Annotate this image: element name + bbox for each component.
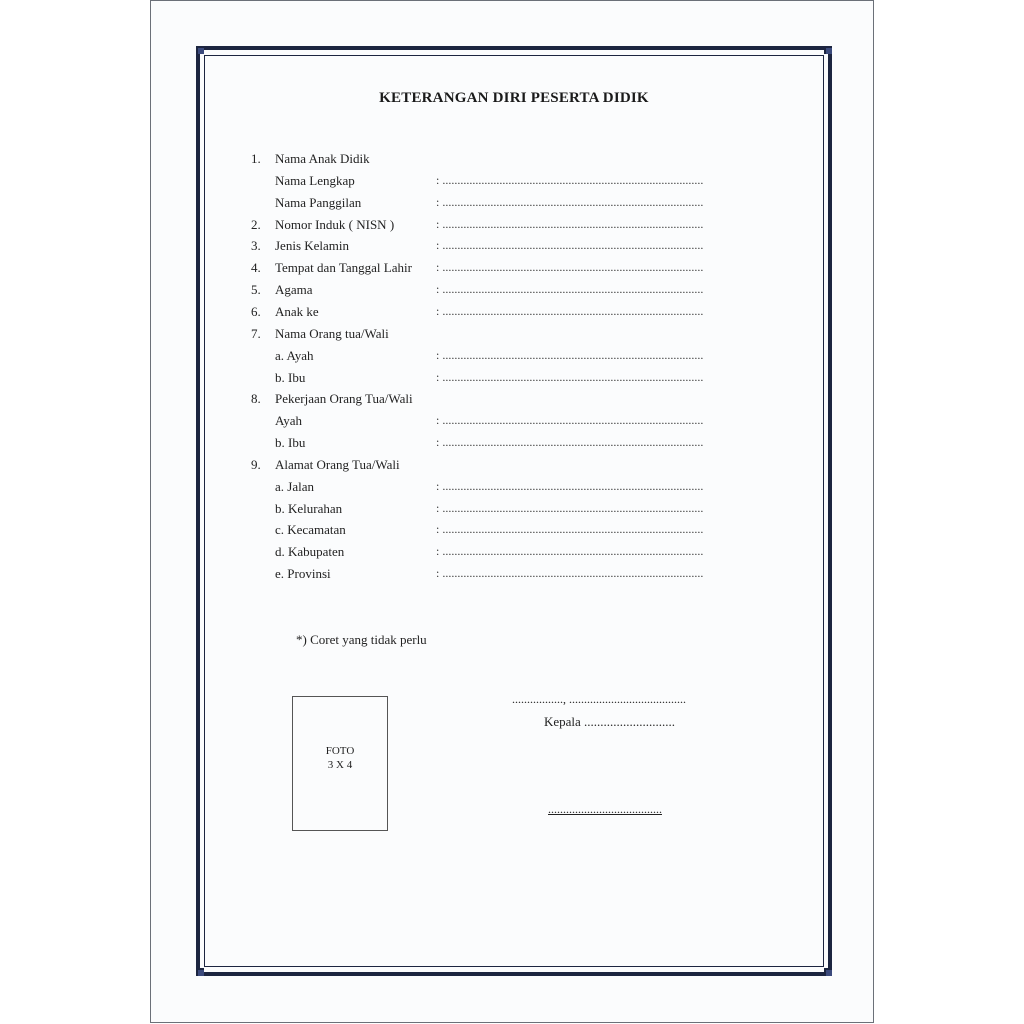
row-number: 9. bbox=[251, 456, 261, 472]
field-label: a. Jalan bbox=[275, 478, 314, 494]
fill-in-blank: : ....................................................................................... bbox=[436, 238, 704, 253]
field-label: Jenis Kelamin bbox=[275, 238, 350, 254]
form-row bbox=[0, 413, 1024, 433]
form-row bbox=[0, 370, 1024, 390]
form-row bbox=[0, 566, 1024, 586]
form-row bbox=[0, 260, 1024, 280]
field-label: e. Provinsi bbox=[275, 566, 331, 582]
row-number: 1. bbox=[251, 151, 261, 166]
row-number: 2. bbox=[251, 216, 261, 232]
field-label: Pekerjaan Orang Tua/Wali bbox=[275, 391, 413, 407]
form-row bbox=[0, 304, 1024, 324]
form-row bbox=[0, 195, 1024, 215]
border-corner-accent bbox=[826, 970, 832, 976]
form-row bbox=[0, 173, 1024, 193]
field-label: b. Kelurahan bbox=[275, 500, 343, 516]
form-row bbox=[0, 326, 1024, 346]
form-row bbox=[0, 522, 1024, 542]
form-row bbox=[0, 238, 1024, 258]
fill-in-blank: : ....................................................................................... bbox=[436, 413, 704, 428]
form-row bbox=[0, 479, 1024, 499]
fill-in-blank: : ....................................................................................... bbox=[436, 194, 704, 209]
field-label: c. Kecamatan bbox=[275, 522, 346, 538]
signature-position: Kepala ............................ bbox=[544, 714, 676, 729]
form-row bbox=[0, 435, 1024, 455]
field-label: Nama Anak Didik bbox=[275, 151, 370, 166]
border-corner-accent bbox=[198, 48, 204, 54]
field-label: a. Ayah bbox=[275, 347, 314, 363]
field-label: Tempat dan Tanggal Lahir bbox=[275, 260, 412, 276]
footnote: *) Coret yang tidak perlu bbox=[296, 632, 427, 647]
field-label: Nama Lengkap bbox=[275, 172, 355, 188]
row-number: 5. bbox=[251, 282, 261, 298]
fill-in-blank: : ....................................................................................... bbox=[436, 478, 704, 493]
fill-in-blank: : ....................................................................................... bbox=[436, 369, 704, 384]
row-number: 3. bbox=[251, 238, 261, 254]
fill-in-blank: : ....................................................................................... bbox=[436, 435, 704, 450]
row-number: 8. bbox=[251, 391, 261, 407]
field-label: Anak ke bbox=[275, 303, 319, 319]
form-row bbox=[0, 391, 1024, 411]
fill-in-blank: : ....................................................................................... bbox=[436, 522, 704, 537]
fill-in-blank: : ....................................................................................... bbox=[436, 282, 704, 297]
signature-place-date: ................., ....................................... bbox=[512, 692, 686, 706]
field-label: b. Ibu bbox=[275, 369, 306, 385]
form-row bbox=[0, 457, 1024, 477]
fill-in-blank: : ....................................................................................... bbox=[436, 544, 704, 559]
form-row bbox=[0, 151, 1024, 171]
border-corner-accent bbox=[826, 48, 832, 54]
field-label: b. Ibu bbox=[275, 435, 306, 451]
row-number: 6. bbox=[251, 303, 261, 319]
field-label: Nama Panggilan bbox=[275, 194, 362, 210]
row-number: 4. bbox=[251, 260, 261, 276]
form-row bbox=[0, 217, 1024, 237]
form-row bbox=[0, 544, 1024, 564]
field-label: Alamat Orang Tua/Wali bbox=[275, 456, 400, 472]
field-label: Agama bbox=[275, 282, 313, 298]
row-number: 7. bbox=[251, 325, 261, 341]
fill-in-blank: : ....................................................................................... bbox=[436, 566, 704, 581]
fill-in-blank: : ....................................................................................... bbox=[436, 303, 704, 318]
fill-in-blank: : ....................................................................................... bbox=[436, 347, 704, 362]
form-row bbox=[0, 282, 1024, 302]
fill-in-blank: : ....................................................................................... bbox=[436, 260, 704, 275]
field-label: d. Kabupaten bbox=[275, 544, 345, 560]
signature-name-line: ...................................... bbox=[548, 802, 662, 816]
fill-in-blank: : ....................................................................................... bbox=[436, 216, 704, 231]
fill-in-blank: : ....................................................................................... bbox=[436, 172, 704, 187]
border-corner-accent bbox=[198, 970, 204, 976]
document-title: KETERANGAN DIRI PESERTA DIDIK bbox=[379, 90, 649, 106]
photo-label: FOTO bbox=[325, 745, 355, 757]
form-row bbox=[0, 348, 1024, 368]
fill-in-blank: : ....................................................................................... bbox=[436, 500, 704, 515]
field-label: Nama Orang tua/Wali bbox=[275, 325, 389, 341]
form-row bbox=[0, 501, 1024, 521]
field-label: Ayah bbox=[275, 413, 302, 429]
field-label: Nomor Induk ( NISN ) bbox=[275, 216, 395, 232]
photo-size-label: 3 X 4 bbox=[327, 759, 353, 771]
